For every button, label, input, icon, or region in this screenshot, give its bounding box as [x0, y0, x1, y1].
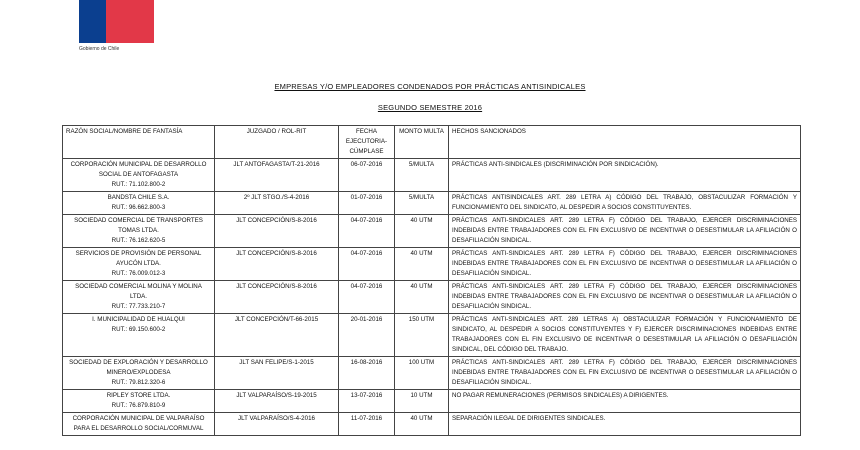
table-row	[63, 357, 801, 390]
cell-fine: 10 UTM	[395, 390, 449, 413]
sanctions-table	[62, 125, 801, 436]
cell-company	[63, 314, 215, 357]
table-row	[63, 215, 801, 248]
cell-date: 11-07-2016	[339, 413, 395, 436]
cell-company	[63, 215, 215, 248]
cell-company	[63, 413, 215, 436]
cell-court: JLT VALPARAÍSO/S-19-2015	[215, 390, 339, 413]
cell-facts: PRÁCTICAS ANTISINDICALES ART. 289 LETRA A) CÓDIGO DEL TRABAJO, OBSTACULIZAR FORMACIÓN Y FUNCIONAMIENTO DEL SINDICATO, AL DESPEDIR A SOCIOS CONSTITUYENTES.	[449, 192, 801, 215]
company-rut: RUT.: 76.162.620-5	[111, 237, 166, 244]
cell-facts: SEPARACIÓN ILEGAL DE DIRIGENTES SINDICALES.	[449, 413, 801, 436]
table-row	[63, 413, 801, 436]
col-header-name: RAZÓN SOCIAL/NOMBRE DE FANTASÍA	[63, 126, 215, 159]
cell-date: 04-07-2016	[339, 281, 395, 314]
cell-fine: 40 UTM	[395, 413, 449, 436]
cell-fine: 5/MULTA	[395, 159, 449, 192]
company-name: CORPORACIÓN MUNICIPAL DE VALPARAÍSO PARA EL DESARROLLO SOCIAL/CORMUVAL	[72, 415, 205, 432]
company-rut: RUT.: 69.150.600-2	[111, 326, 166, 333]
table-row	[63, 248, 801, 281]
table-row	[63, 314, 801, 357]
company-name: SOCIEDAD COMERCIAL MOLINA Y MOLINA LTDA.	[75, 283, 202, 300]
company-name: BANDSTA CHILE S.A.	[107, 194, 170, 201]
logo-caption: Gobierno de Chile	[79, 46, 120, 52]
cell-court: JLT CONCEPCIÓN/S-8-2016	[215, 215, 339, 248]
cell-court: 2º JLT STGO./S-4-2016	[215, 192, 339, 215]
company-rut: RUT.: 96.662.800-3	[111, 204, 166, 211]
cell-facts: PRÁCTICAS ANTI-SINDICALES ART. 289 LETRA F) CÓDIGO DEL TRABAJO, EJERCER DISCRIMINACIONES INDEBIDAS ENTRE TRABAJADORES CON EL FIN EXCLUSIVO DE INCENTIVAR O DESESTIMULAR LA AFILIACIÓN O DESAFILIACIÓN SINDICAL.	[449, 248, 801, 281]
company-name: SOCIEDAD COMERCIAL DE TRANSPORTES TOMAS LTDA.	[74, 217, 203, 234]
table-row	[63, 159, 801, 192]
company-name: SERVICIOS DE PROVISIÓN DE PERSONAL AYUCÓN LTDA.	[75, 250, 202, 267]
cell-facts: PRÁCTICAS ANTI-SINDICALES (DISCRIMINACIÓN POR SINDICACIÓN).	[449, 159, 801, 192]
cell-facts: PRÁCTICAS ANTI-SINDICALES ART. 289 LETRAS A) OBSTACULIZAR FORMACIÓN Y FUNCIONAMIENTO DE SINDICATO, AL DESPEDIR A SOCIOS CONSTITUYENTES Y F) EJERCER DISCRIMINACIONES INDEBIDAS ENTRE TRABAJADORES CON EL FIN EXCLUSIVO DE INCENTIVAR O DESESTIMULAR LA AFILIACIÓN O DESAFILIACIÓN SINDICAL, DEL CÓDIGO DEL TRABAJO.	[449, 314, 801, 357]
table-header-row	[63, 126, 801, 159]
col-header-fine: MONTO MULTA	[395, 126, 449, 159]
cell-fine: 40 UTM	[395, 215, 449, 248]
col-header-date: FECHA EJECUTORIA-CÚMPLASE	[339, 126, 395, 159]
company-rut: RUT.: 77.733.210-7	[111, 303, 166, 310]
company-name: SOCIEDAD DE EXPLORACIÓN Y DESARROLLO MINERO/EXPLODESA	[69, 359, 208, 376]
cell-company	[63, 281, 215, 314]
company-name: I. MUNICIPALIDAD DE HUALQUI	[92, 316, 185, 323]
table-row	[63, 390, 801, 413]
cell-court: JLT ANTOFAGASTA/T-21-2016	[215, 159, 339, 192]
cell-date: 16-08-2016	[339, 357, 395, 390]
cell-date: 01-07-2016	[339, 192, 395, 215]
cell-court: JLT CONCEPCIÓN/S-8-2016	[215, 281, 339, 314]
cell-company	[63, 192, 215, 215]
company-name: CORPORACIÓN MUNICIPAL DE DESARROLLO SOCIAL DE ANTOFAGASTA	[70, 161, 207, 178]
cell-company	[63, 248, 215, 281]
company-name: RIPLEY STORE LTDA.	[106, 392, 171, 399]
cell-facts: PRÁCTICAS ANTI-SINDICALES ART. 289 LETRA F) CÓDIGO DEL TRABAJO, EJERCER DISCRIMINACIONES INDEBIDAS ENTRE TRABAJADORES CON EL FIN EXCLUSIVO DE INCENTIVAR O DESESTIMULAR LA AFILIACIÓN O DESAFILIACIÓN SINDICAL.	[449, 357, 801, 390]
cell-date: 13-07-2016	[339, 390, 395, 413]
company-rut: RUT.: 71.102.800-2	[111, 181, 166, 188]
cell-date: 20-01-2016	[339, 314, 395, 357]
cell-court: JLT CONCEPCIÓN/S-8-2016	[215, 248, 339, 281]
logo-blue-block	[79, 0, 106, 43]
cell-company	[63, 159, 215, 192]
cell-facts: PRÁCTICAS ANTI-SINDICALES ART. 289 LETRA F) CÓDIGO DEL TRABAJO, EJERCER DISCRIMINACIONES INDEBIDAS ENTRE TRABAJADORES CON EL FIN EXCLUSIVO DE INCENTIVAR O DESESTIMULAR LA AFILIACIÓN O DESAFILIACIÓN SINDICAL.	[449, 281, 801, 314]
company-rut: RUT.: 76.879.810-9	[111, 402, 166, 409]
cell-facts: PRÁCTICAS ANTI-SINDICALES ART. 289 LETRA F) CÓDIGO DEL TRABAJO, EJERCER DISCRIMINACIONES INDEBIDAS ENTRE TRABAJADORES CON EL FIN EXCLUSIVO DE INCENTIVAR O DESESTIMULAR LA AFILIACIÓN O DESAFILIACIÓN SINDICAL.	[449, 215, 801, 248]
cell-fine: 100 UTM	[395, 357, 449, 390]
logo-red-block	[106, 0, 154, 43]
cell-date: 04-07-2016	[339, 248, 395, 281]
document-title: EMPRESAS Y/O EMPLEADORES CONDENADOS POR PRÁCTICAS ANTISINDICALES	[274, 82, 586, 91]
table-row	[63, 192, 801, 215]
cell-court: JLT VALPARAÍSO/S-4-2016	[215, 413, 339, 436]
cell-court: JLT SAN FELIPE/S-1-2015	[215, 357, 339, 390]
cell-date: 06-07-2016	[339, 159, 395, 192]
col-header-facts: HECHOS SANCIONADOS	[449, 126, 801, 159]
company-rut: RUT.: 79.812.320-6	[111, 379, 166, 386]
cell-fine: 150 UTM	[395, 314, 449, 357]
cell-fine: 40 UTM	[395, 281, 449, 314]
gobierno-logo	[79, 0, 154, 43]
table-row	[63, 281, 801, 314]
cell-company	[63, 357, 215, 390]
cell-fine: 5/MULTA	[395, 192, 449, 215]
col-header-court: JUZGADO / ROL-RIT	[215, 126, 339, 159]
cell-court: JLT CONCEPCIÓN/T-66-2015	[215, 314, 339, 357]
cell-facts: NO PAGAR REMUNERACIONES (PERMISOS SINDICALES) A DIRIGENTES.	[449, 390, 801, 413]
cell-date: 04-07-2016	[339, 215, 395, 248]
cell-fine: 40 UTM	[395, 248, 449, 281]
cell-company	[63, 390, 215, 413]
company-rut: RUT.: 76.009.012-3	[111, 270, 166, 277]
document-subtitle: SEGUNDO SEMESTRE 2016	[377, 103, 483, 112]
